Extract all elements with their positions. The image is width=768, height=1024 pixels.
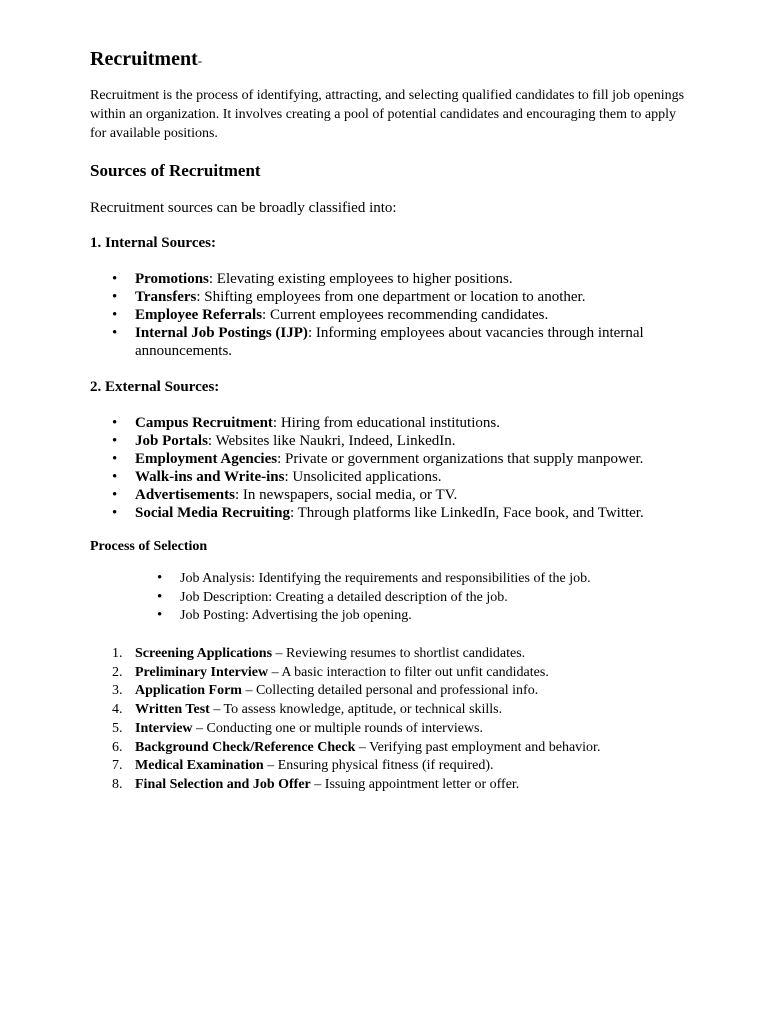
step-number: 5. — [112, 720, 123, 736]
sources-lead: Recruitment sources can be broadly classified into: — [90, 200, 397, 216]
list-item — [90, 486, 690, 504]
selection-heading: Process of Selection — [90, 539, 208, 554]
bullet-icon: • — [157, 570, 163, 586]
list-item-desc: : Current employees recommending candidates. — [262, 307, 549, 323]
list-item — [90, 607, 690, 626]
external-sources-heading: 2. External Sources: — [90, 379, 220, 395]
list-item-text: Job Description: Creating a detailed description of the job. — [180, 589, 508, 605]
bullet-icon: • — [112, 307, 118, 323]
step-item — [90, 720, 710, 739]
step-item — [90, 645, 710, 664]
list-item — [90, 468, 690, 486]
step-desc: – Conducting one or multiple rounds of interviews. — [192, 720, 484, 736]
list-item — [90, 288, 690, 306]
intro-paragraph: Recruitment is the process of identifying, attracting, and selecting qualified candidates to fill job openings within an organization. It involves creating a pool of potential candidates and encouraging them to apply for available positions. — [90, 88, 685, 141]
list-item-term: Internal Job Postings (IJP) — [135, 325, 308, 341]
step-number: 6. — [112, 739, 123, 755]
selection-steps — [90, 645, 710, 795]
list-item-term: Promotions — [135, 271, 209, 287]
list-item — [90, 270, 690, 288]
list-item-term: Employee Referrals — [135, 307, 263, 323]
step-desc: – Ensuring physical fitness (if required). — [263, 758, 494, 774]
bullet-icon: • — [112, 271, 118, 287]
list-item — [90, 589, 690, 608]
step-number: 4. — [112, 702, 123, 718]
list-item-term: Walk-ins and Write-ins — [135, 469, 285, 485]
bullet-icon: • — [157, 607, 163, 623]
step-number: 2. — [112, 664, 123, 680]
list-item-term: Campus Recruitment — [135, 415, 273, 431]
step-term: Screening Applications — [135, 646, 273, 661]
list-item-desc: : Websites like Naukri, Indeed, LinkedIn. — [207, 433, 456, 449]
step-desc: – Issuing appointment letter or offer. — [310, 776, 520, 792]
internal-sources-list — [90, 270, 690, 360]
step-item — [90, 664, 710, 683]
list-item-desc: : Hiring from educational institutions. — [272, 415, 500, 431]
step-number: 3. — [112, 683, 123, 699]
step-desc: – A basic interaction to filter out unfit candidates. — [268, 664, 549, 680]
bullet-icon: • — [112, 469, 118, 485]
list-item-desc: : Shifting employees from one department or location to another. — [196, 289, 586, 305]
step-desc: – Reviewing resumes to shortlist candidates. — [272, 646, 526, 661]
bullet-icon: • — [112, 451, 118, 467]
page-title — [90, 46, 202, 74]
page-title-suffix: - — [197, 53, 203, 68]
step-number: 1. — [112, 646, 123, 661]
step-number: 7. — [112, 758, 123, 774]
sources-heading: Sources of Recruitment — [90, 161, 261, 180]
bullet-icon: • — [112, 325, 118, 341]
list-item-desc: : Elevating existing employees to higher positions. — [208, 271, 513, 287]
step-item — [90, 757, 710, 776]
list-item-term: Employment Agencies — [135, 451, 278, 467]
bullet-icon: • — [112, 289, 118, 305]
bullet-icon: • — [112, 433, 118, 449]
list-item — [90, 504, 690, 522]
list-item — [90, 324, 690, 360]
selection-bullets — [90, 570, 690, 626]
step-number: 8. — [112, 776, 123, 792]
list-item-term: Job Portals — [135, 433, 208, 449]
step-desc: – Verifying past employment and behavior. — [355, 739, 601, 755]
step-term: Preliminary Interview — [135, 664, 269, 680]
list-item-term: Advertisements — [135, 487, 235, 503]
step-desc: – To assess knowledge, aptitude, or technical skills. — [209, 702, 503, 718]
list-item-term: Transfers — [135, 289, 197, 305]
step-item — [90, 701, 710, 720]
step-desc: – Collecting detailed personal and professional info. — [241, 683, 539, 699]
list-item — [90, 450, 690, 468]
list-item-text: Job Posting: Advertising the job opening. — [180, 608, 412, 623]
step-term: Background Check/Reference Check — [135, 739, 356, 755]
internal-sources-heading: 1. Internal Sources: — [90, 235, 216, 251]
step-term: Written Test — [135, 702, 210, 718]
step-item — [90, 776, 710, 795]
step-term: Application Form — [135, 683, 242, 699]
external-sources-list — [90, 414, 690, 522]
step-term: Interview — [135, 720, 193, 736]
list-item — [90, 414, 690, 432]
list-item-desc: : Informing employees about vacancies through internal announcements. — [135, 325, 644, 359]
bullet-icon: • — [112, 487, 118, 503]
list-item — [90, 432, 690, 450]
page-title-text: Recruitment — [90, 48, 198, 70]
list-item — [90, 570, 690, 589]
bullet-icon: • — [112, 415, 118, 431]
step-item — [90, 739, 710, 758]
bullet-icon: • — [112, 505, 118, 521]
step-term: Final Selection and Job Offer — [135, 776, 311, 792]
step-term: Medical Examination — [135, 758, 264, 774]
list-item-text: Job Analysis: Identifying the requirements and responsibilities of the job. — [180, 571, 591, 586]
bullet-icon: • — [157, 588, 163, 605]
step-item — [90, 682, 710, 701]
list-item — [90, 306, 690, 324]
list-item-desc: : Unsolicited applications. — [284, 469, 442, 485]
list-item-desc: : In newspapers, social media, or TV. — [234, 487, 458, 503]
list-item-desc: : Private or government organizations that supply manpower. — [277, 451, 644, 467]
list-item-term: Social Media Recruiting — [135, 505, 290, 521]
list-item-desc: : Through platforms like LinkedIn, Face book, and Twitter. — [289, 505, 644, 521]
